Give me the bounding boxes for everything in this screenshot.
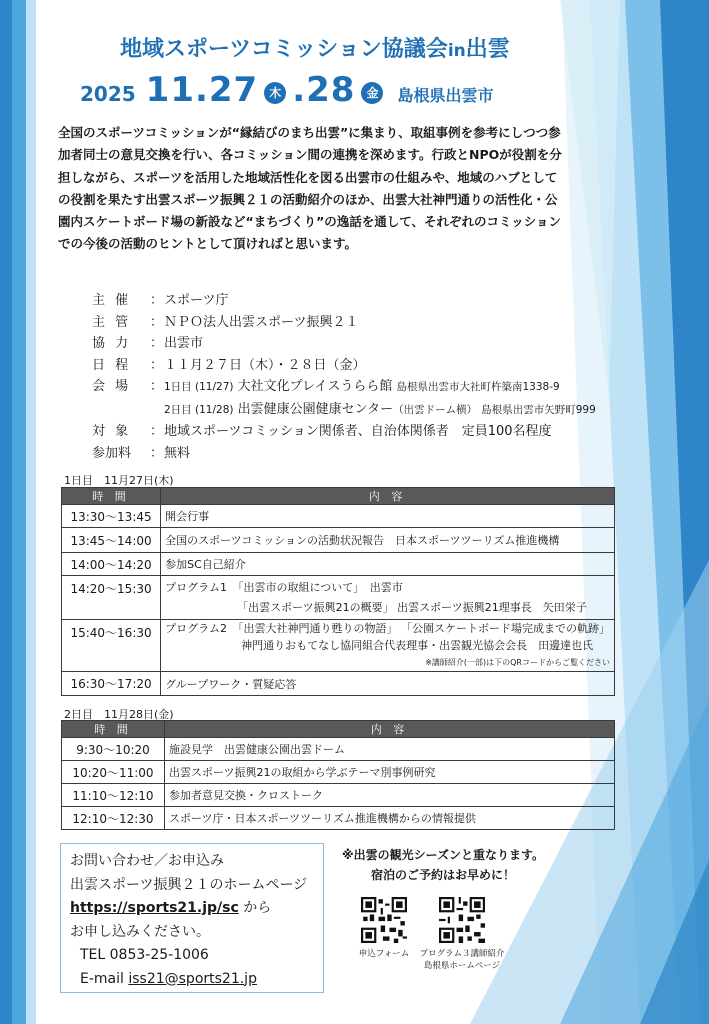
event-title: 地域スポーツコミッション協議会in出雲 bbox=[120, 37, 510, 62]
col-time-header: 時 間 bbox=[62, 488, 161, 505]
day2-label: 2日目 11月28日(金) bbox=[64, 708, 174, 721]
schedule-value: １１月２７日（木）・２８日（金） bbox=[164, 357, 366, 373]
table-row: 12:10～12:30 スポーツ庁・日本スポーツツーリズム推進機構からの情報提供 bbox=[62, 807, 615, 830]
table-row: 10:20～11:00 出雲スポーツ振興21の取組から学ぶテーマ別事例研究 bbox=[62, 761, 615, 784]
weekday-badge-thu: 木 bbox=[264, 82, 286, 104]
table-row: 11:10～12:10 参加者意見交換・クロストーク bbox=[62, 784, 615, 807]
qr-caption-registration: 申込フォーム bbox=[358, 949, 410, 959]
venue-day2: 2日目 (11/28) 出雲健康公園健康センター（出雲ドーム横） 島根県出雲市矢野町999 bbox=[164, 401, 596, 417]
col-time-header: 時 間 bbox=[62, 721, 165, 738]
fee-value: 無料 bbox=[164, 445, 191, 461]
event-location: 島根県出雲市 bbox=[397, 86, 494, 105]
col-content-header: 内 容 bbox=[165, 721, 615, 738]
target-value: 地域スポーツコミッション関係者、自治体関係者 定員100名程度 bbox=[164, 424, 552, 439]
weekday-badge-fri: 金 bbox=[361, 82, 383, 104]
cooperation-value: 出雲市 bbox=[164, 336, 204, 351]
notice: ※出雲の観光シーズンと重なります。 宿泊のご予約はお早めに！ bbox=[341, 848, 545, 882]
qr-caption-lecturer: プログラム３講師紹介 島根県ホームページ bbox=[419, 949, 505, 971]
table-row: 14:00～14:20 参加SC自己紹介 bbox=[62, 553, 615, 576]
event-dates bbox=[80, 70, 493, 110]
registration-qr-code[interactable] bbox=[361, 897, 407, 943]
table-row: 13:30～13:45 開会行事 bbox=[62, 505, 615, 528]
event-year: 2025 bbox=[80, 82, 136, 106]
table-row: 13:45～14:00 全国のスポーツコミッションの活動状況報告 日本スポーツツーリズム推進機構 bbox=[62, 528, 615, 553]
intro-paragraph: 全国のスポーツコミッションが“縁結びのまち出雲”に集まり、取組事例を参考にしつつ参加者同士の意見交換を行い、各コミッション間の連携を深めます。行政とNPOが役割を分担しながら、スポーツを活用した地域活性化を図る出雲市の仕組みや、地域のハブとしての役割を果たす出雲スポーツ振興２１の活動紹介のほか、出雲大社神門通りの活性化・公園内スケートボード場の新設など“まちづくり”の逸話を通して、それぞれのコミッションでの今後の活動のヒントとして頂ければと思います。 bbox=[58, 125, 562, 252]
registration-link[interactable]: https://sports21.jp/sc bbox=[70, 900, 239, 916]
date-first: 11.27 bbox=[145, 70, 259, 110]
host-value: スポーツ庁 bbox=[164, 293, 229, 308]
email-link[interactable]: iss21@sports21.jp bbox=[128, 970, 257, 987]
date-second: .28 bbox=[292, 70, 356, 110]
day1-schedule-table bbox=[61, 487, 615, 696]
day2-schedule-table bbox=[61, 720, 615, 830]
table-row: 9:30～10:20 施設見学 出雲健康公園出雲ドーム bbox=[62, 738, 615, 761]
venue-day1: 1日目 (11/27) 大社文化プレイスうらら館 島根県出雲市大社町杵築南1338-9 bbox=[164, 379, 560, 394]
event-info: 主 催 ： スポーツ庁 主 管 ： ＮＰＯ法人出雲スポーツ振興２１ 協 力 ： 出雲市 日 程 ： １１月２７日（木）・２８日（金） 会 場 ： 1日目 (11/27) 大社文化プレイスうらら館 島根県出雲市大社町杵築南1338-9 2日目 (11/28) 出雲健康公園健康センター（出雲ドーム横） 島根県出雲市矢野町999 対 象 ： 地域スポーツコミッション関係者、自治体関係者 定員100名程度 参加料 ： 無料 bbox=[92, 290, 612, 464]
table-row: 16:30～17:20 グループワーク・質疑応答 bbox=[62, 672, 615, 696]
col-content-header: 内 容 bbox=[161, 488, 615, 505]
contact-box: お問い合わせ／お申込み 出雲スポーツ振興２１のホームページ https://sports21.jp/sc から お申し込みください。 TEL 0853-25-1006 E-mail iss21@sports21.jp bbox=[60, 843, 324, 993]
phone-number: TEL 0853-25-1006 bbox=[80, 947, 209, 963]
table-row: 15:40～16:30 プログラム2 「出雲大社神門通り甦りの物語」 「公園スケートボード場完成までの軌跡」 神門通りおもてなし協同組合代表理事・出雲観光協会会長 田邊達也氏 ※講師紹介(一部)は下のQRコードからご覧ください bbox=[62, 620, 615, 672]
organizer-value: ＮＰＯ法人出雲スポーツ振興２１ bbox=[164, 314, 359, 330]
day1-label: 1日目 11月27日(木) bbox=[64, 474, 174, 487]
lecturer-info-qr-code[interactable] bbox=[439, 897, 485, 943]
table-row: 14:20～15:30 プログラム1 「出雲市の取組について」 出雲市 「出雲スポーツ振興21の概要」 出雲スポーツ振興21理事長 矢田栄子 bbox=[62, 576, 615, 620]
